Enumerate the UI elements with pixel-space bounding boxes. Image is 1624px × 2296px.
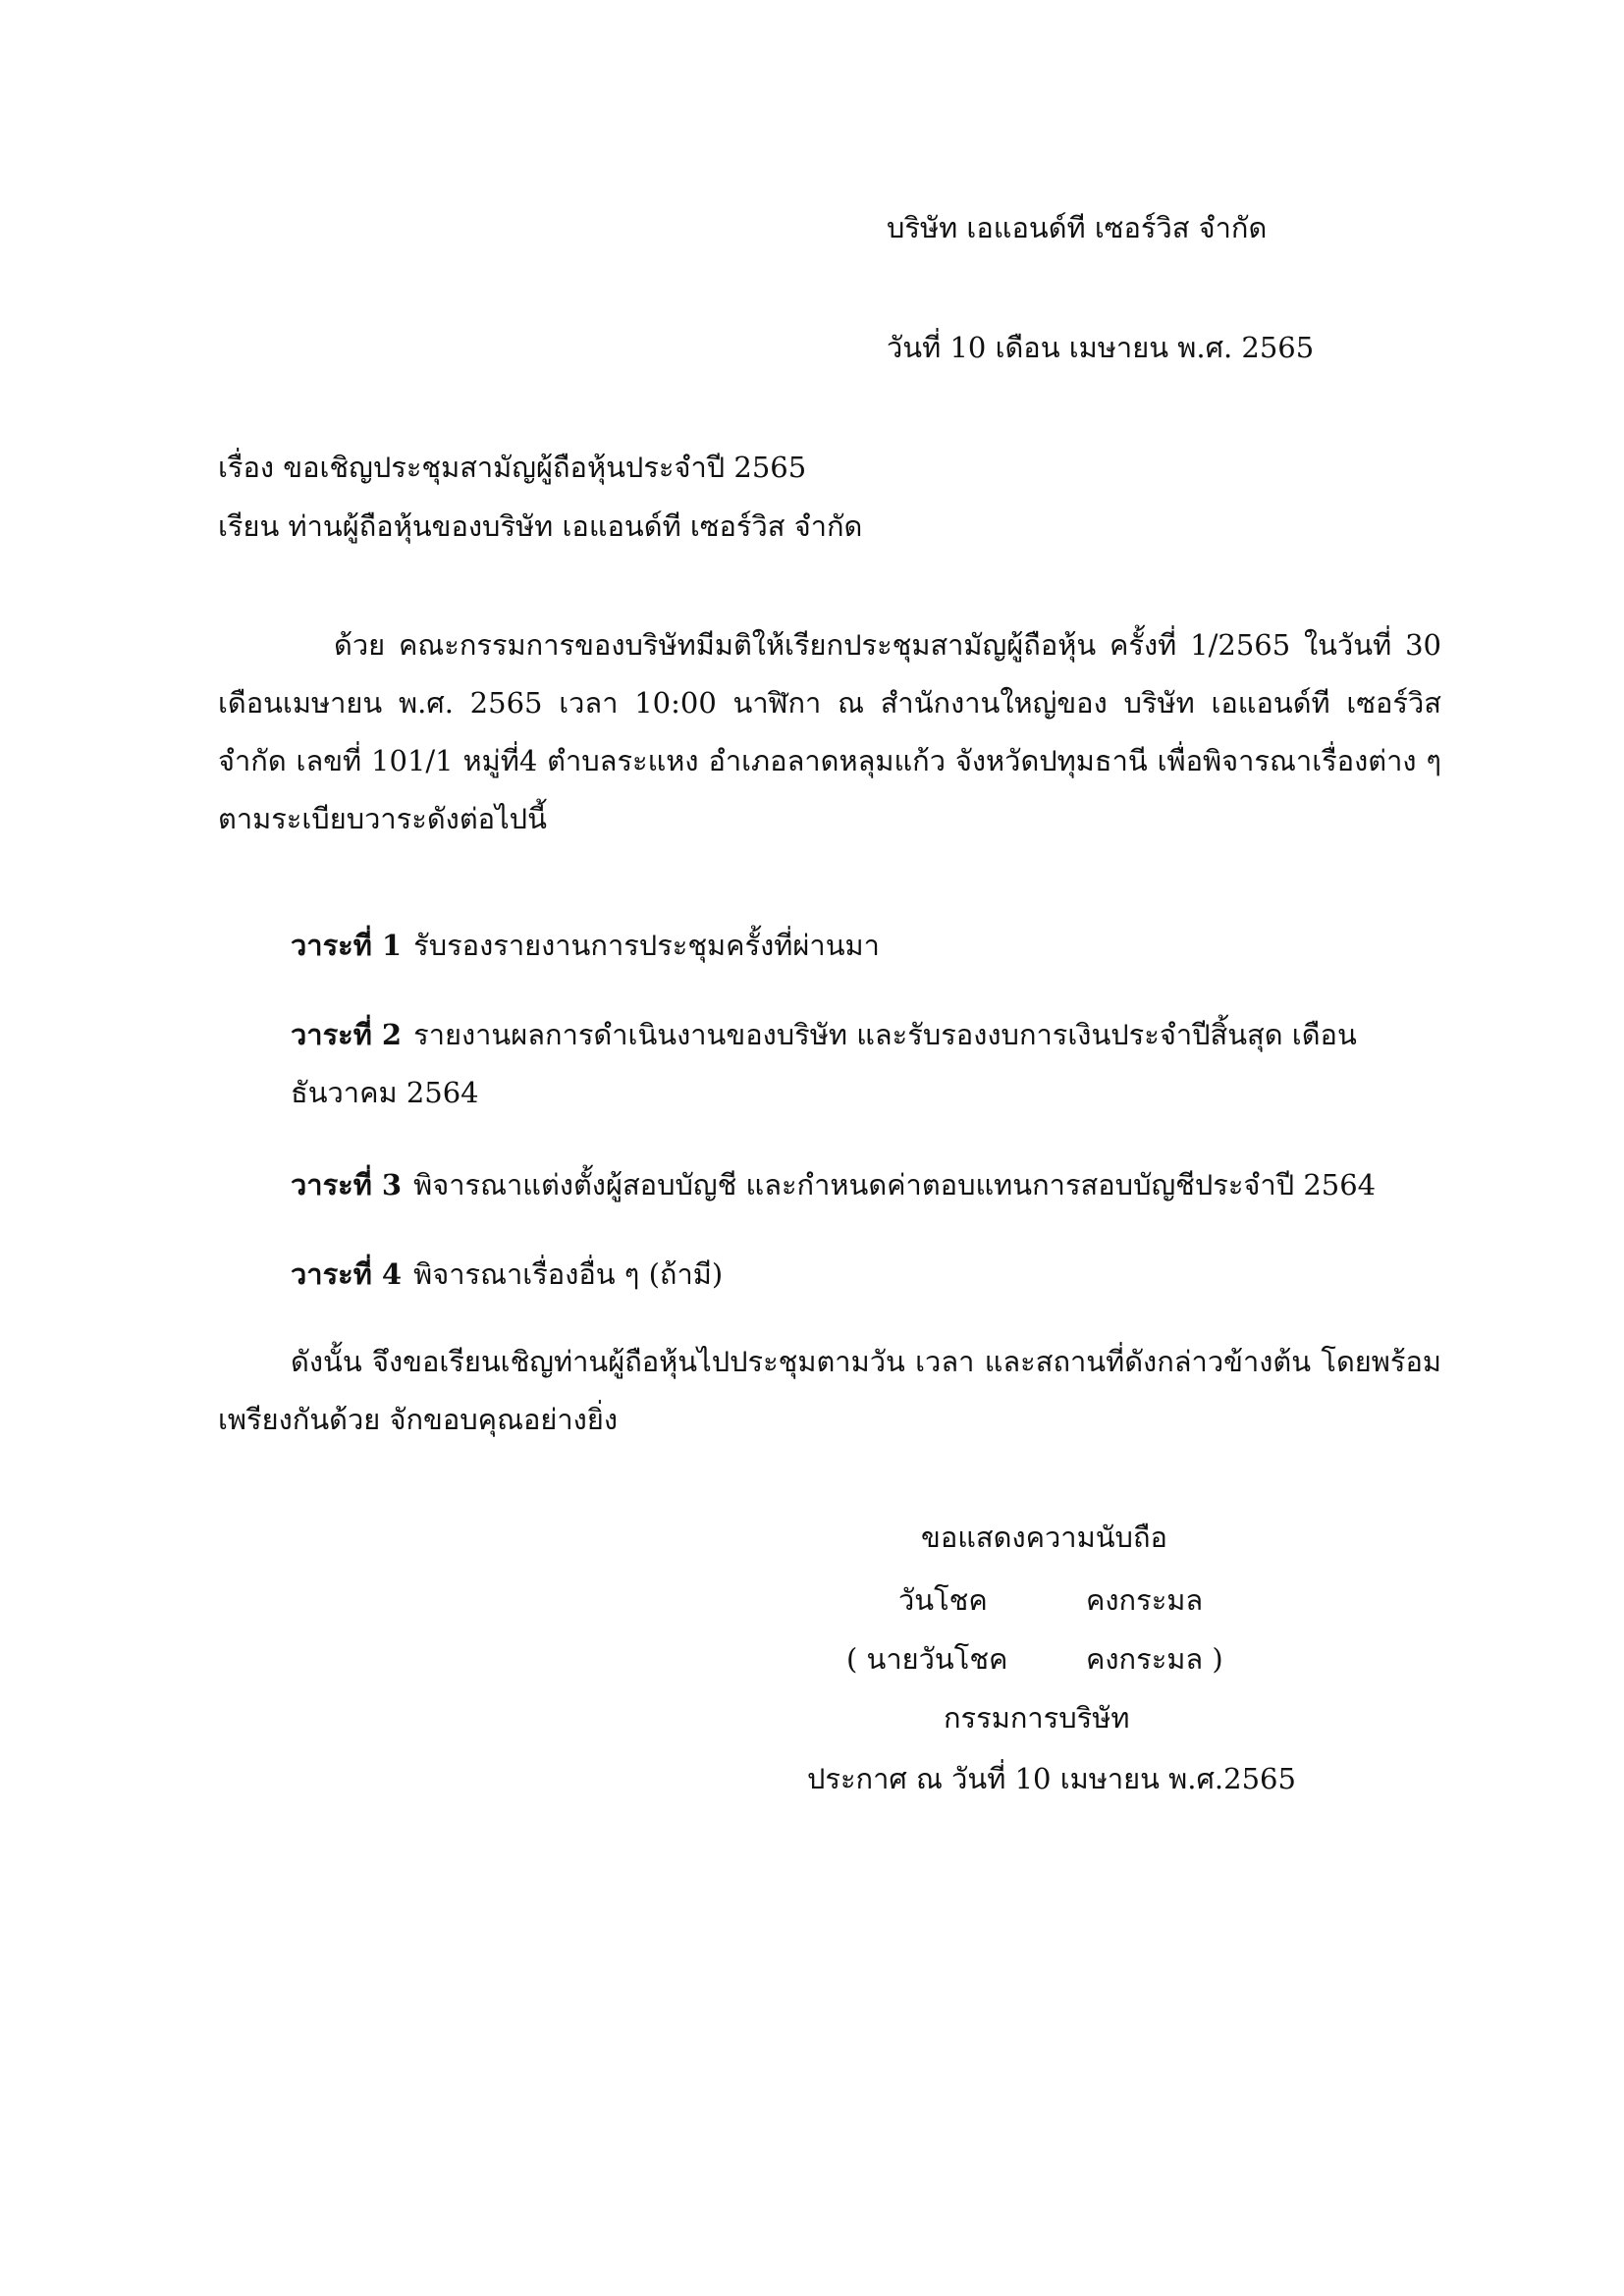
agenda-item-text: พิจารณาเรื่องอื่น ๆ (ถ้ามี) xyxy=(413,1257,724,1291)
agenda-item-text: พิจารณาแต่งตั้งผู้สอบบัญชี และกำหนดค่าตอบแทนการสอบบัญชีประจำปี 2564 xyxy=(413,1168,1377,1201)
printed-name-first: ( นายวันโชค xyxy=(846,1642,1008,1676)
agenda-item-1 xyxy=(291,917,1430,975)
regards-text: ขอแสดงความนับถือ xyxy=(921,1521,1167,1554)
letter-date: วันที่ 10 เดือน เมษายน พ.ศ. 2565 xyxy=(887,331,1315,364)
printed-name-last: คงกระมล ) xyxy=(1086,1642,1223,1676)
letter-recipient: เรียน ท่านผู้ถือหุ้นของบริษัท เอแอนด์ที เซอร์วิส จำกัด xyxy=(218,509,863,543)
signer-position: กรรมการบริษัท xyxy=(944,1701,1130,1735)
announcement-date: ประกาศ ณ วันที่ 10 เมษายน พ.ศ.2565 xyxy=(807,1762,1296,1795)
agenda-item-label: วาระที่ 1 xyxy=(291,929,403,962)
agenda-item-label: วาระที่ 4 xyxy=(291,1257,403,1291)
agenda-item-4 xyxy=(291,1246,1430,1304)
letter-subject: เรื่อง ขอเชิญประชุมสามัญผู้ถือหุ้นประจำปี 2565 xyxy=(218,451,807,484)
company-name: บริษัท เอแอนด์ที เซอร์วิส จำกัด xyxy=(887,211,1268,244)
signature-first-name: วันโชค xyxy=(898,1583,988,1617)
agenda-item-text: รับรองรายงานการประชุมครั้งที่ผ่านมา xyxy=(413,929,880,962)
agenda-item-label: วาระที่ 3 xyxy=(291,1168,403,1201)
intro-paragraph: ด้วย คณะกรรมการของบริษัทมีมติให้เรียกประชุมสามัญผู้ถือหุ้น ครั้งที่ 1/2565 ในวันที่ 30 เดือนเมษายน พ.ศ. 2565 เวลา 10:00 นาฬิกา ณ สำนักงานใหญ่ของ บริษัท เอแอนด์ที เซอร์วิส จำกัด เลขที่ 101/1 หมู่ที่4 ตำบลระแหง อำเภอลาดหลุมแก้ว จังหวัดปทุมธานี เพื่อพิจารณาเรื่องต่าง ๆ ตามระเบียบวาระดังต่อไปนี้ xyxy=(218,628,1441,835)
agenda-item-text: รายงานผลการดำเนินงานของบริษัท และรับรองงบการเงินประจำปีสิ้นสุด เดือน ธันวาคม 2564 xyxy=(291,1018,1357,1109)
closing-paragraph: ดังนั้น จึงขอเรียนเชิญท่านผู้ถือหุ้นไปประชุมตามวัน เวลา และสถานที่ดังกล่าวข้างต้น โดยพร้อมเพรียงกันด้วย จักขอบคุณอย่างยิ่ง xyxy=(218,1345,1441,1436)
agenda-item-2 xyxy=(291,1006,1430,1122)
signature-last-name: คงกระมล xyxy=(1086,1583,1204,1617)
agenda-item-3 xyxy=(291,1156,1430,1214)
agenda-item-label: วาระที่ 2 xyxy=(291,1018,403,1051)
